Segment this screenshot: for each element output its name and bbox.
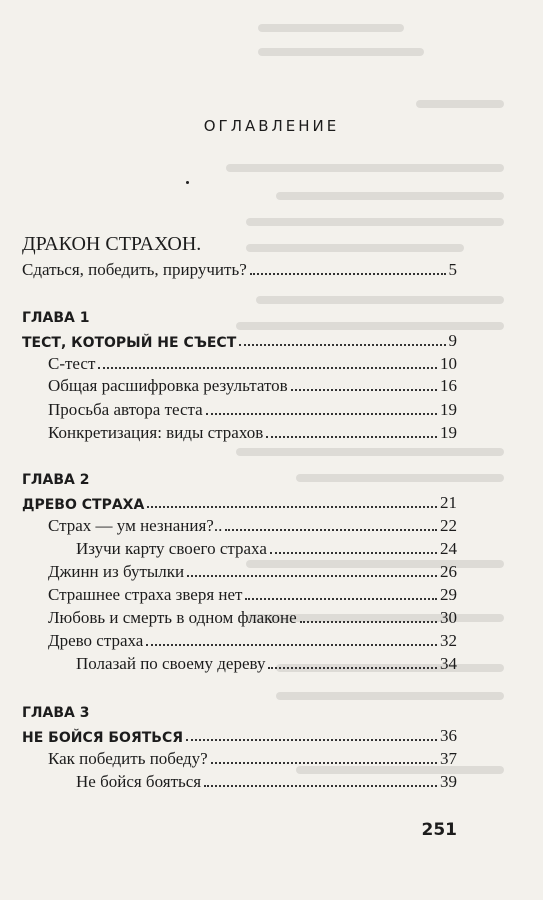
- leader-dots: [291, 389, 437, 391]
- leader-dots: [204, 785, 437, 787]
- leader-dots: [268, 667, 437, 669]
- chapter-page: 9: [448, 331, 457, 350]
- leader-dots: [211, 762, 437, 764]
- toc-entry-title: Изучи карту своего страха: [76, 539, 267, 558]
- toc-entry[interactable]: [76, 770, 457, 792]
- toc-entry-title: Общая расшифровка результатов: [48, 376, 288, 395]
- toc-entry-page: 19: [440, 400, 457, 419]
- toc-entry[interactable]: [76, 537, 457, 559]
- chapter-1-label: ГЛАВА 1: [22, 310, 90, 326]
- toc-entry-page: 30: [440, 608, 457, 627]
- intro-title: ДРАКОН СТРАХОН.: [22, 233, 202, 255]
- toc-entry-page: 24: [440, 539, 457, 558]
- toc-entry-title: Конкретизация: виды страхов: [48, 423, 264, 442]
- toc-entry-page: 32: [440, 631, 457, 650]
- toc-entry-page: 26: [440, 562, 457, 581]
- toc-entry-page: 37: [440, 749, 457, 768]
- chapter-title: ТЕСТ, КОТОРЫЙ НЕ СЪЕСТ: [22, 335, 237, 351]
- toc-entry[interactable]: [48, 398, 457, 420]
- chapter-title: ДРЕВО СТРАХА: [22, 497, 145, 513]
- toc-heading: ОГЛАВЛЕНИЕ: [203, 117, 340, 135]
- chapter-3-entry[interactable]: [22, 724, 457, 746]
- leader-dots: [239, 344, 445, 346]
- toc-entry[interactable]: [48, 352, 457, 374]
- leader-dots: [206, 413, 437, 415]
- toc-entry-title: Страх — ум незнания?..: [48, 516, 223, 535]
- leader-dots: [146, 644, 437, 646]
- toc-entry-title: Джинн из бутылки: [48, 562, 185, 581]
- chapter-1-entry[interactable]: [22, 329, 457, 351]
- toc-entry-title: Древо страха: [48, 631, 144, 650]
- toc-entry-page: 19: [440, 423, 457, 442]
- toc-entry[interactable]: [48, 560, 457, 582]
- leader-dots: [98, 367, 437, 369]
- toc-entry-page: 16: [440, 376, 457, 395]
- leader-dots: [147, 506, 437, 508]
- leader-dots: [186, 739, 437, 741]
- toc-entry-title: Страшнее страха зверя нет: [48, 585, 243, 604]
- toc-entry[interactable]: [48, 747, 457, 769]
- leader-dots: [187, 575, 437, 577]
- toc-entry[interactable]: [48, 606, 457, 628]
- chapter-page: 21: [440, 493, 457, 512]
- toc-entry-page: 34: [440, 654, 457, 673]
- toc-entry-title: Любовь и смерть в одном флаконе: [48, 608, 297, 627]
- leader-dots: [266, 436, 437, 438]
- toc-entry[interactable]: [76, 652, 457, 674]
- toc-entry-intro[interactable]: [22, 258, 457, 280]
- leader-dots: [300, 621, 437, 623]
- page-number: 251: [421, 820, 457, 840]
- chapter-2-entry[interactable]: [22, 491, 457, 513]
- toc-entry-title: Как победить победу?: [48, 749, 208, 768]
- chapter-page: 36: [440, 726, 457, 745]
- toc-entry-title: С-тест: [48, 354, 96, 373]
- toc-entry[interactable]: [48, 629, 457, 651]
- toc-entry[interactable]: [48, 421, 457, 443]
- toc-entry-page: 22: [440, 516, 457, 535]
- toc-entry[interactable]: [48, 583, 457, 605]
- toc-entry-title: Полазай по своему дереву: [76, 654, 266, 673]
- leader-dots: [270, 552, 437, 554]
- toc-entry-title: Сдаться, победить, приручить?: [22, 260, 247, 279]
- toc-entry-title: Не бойся бояться: [76, 772, 202, 791]
- toc-entry-page: 5: [448, 260, 457, 279]
- chapter-3-label: ГЛАВА 3: [22, 705, 90, 721]
- toc-entry-page: 39: [440, 772, 457, 791]
- ornament-dot: [186, 181, 189, 184]
- leader-dots: [250, 273, 446, 275]
- toc-entry[interactable]: [48, 374, 457, 396]
- toc-entry-page: 29: [440, 585, 457, 604]
- toc-entry-title: Просьба автора теста: [48, 400, 203, 419]
- toc-entry[interactable]: [48, 514, 457, 536]
- toc-entry-page: 10: [440, 354, 457, 373]
- chapter-title: НЕ БОЙСЯ БОЯТЬСЯ: [22, 730, 183, 746]
- leader-dots: [245, 598, 437, 600]
- leader-dots: [225, 529, 437, 531]
- chapter-2-label: ГЛАВА 2: [22, 472, 90, 488]
